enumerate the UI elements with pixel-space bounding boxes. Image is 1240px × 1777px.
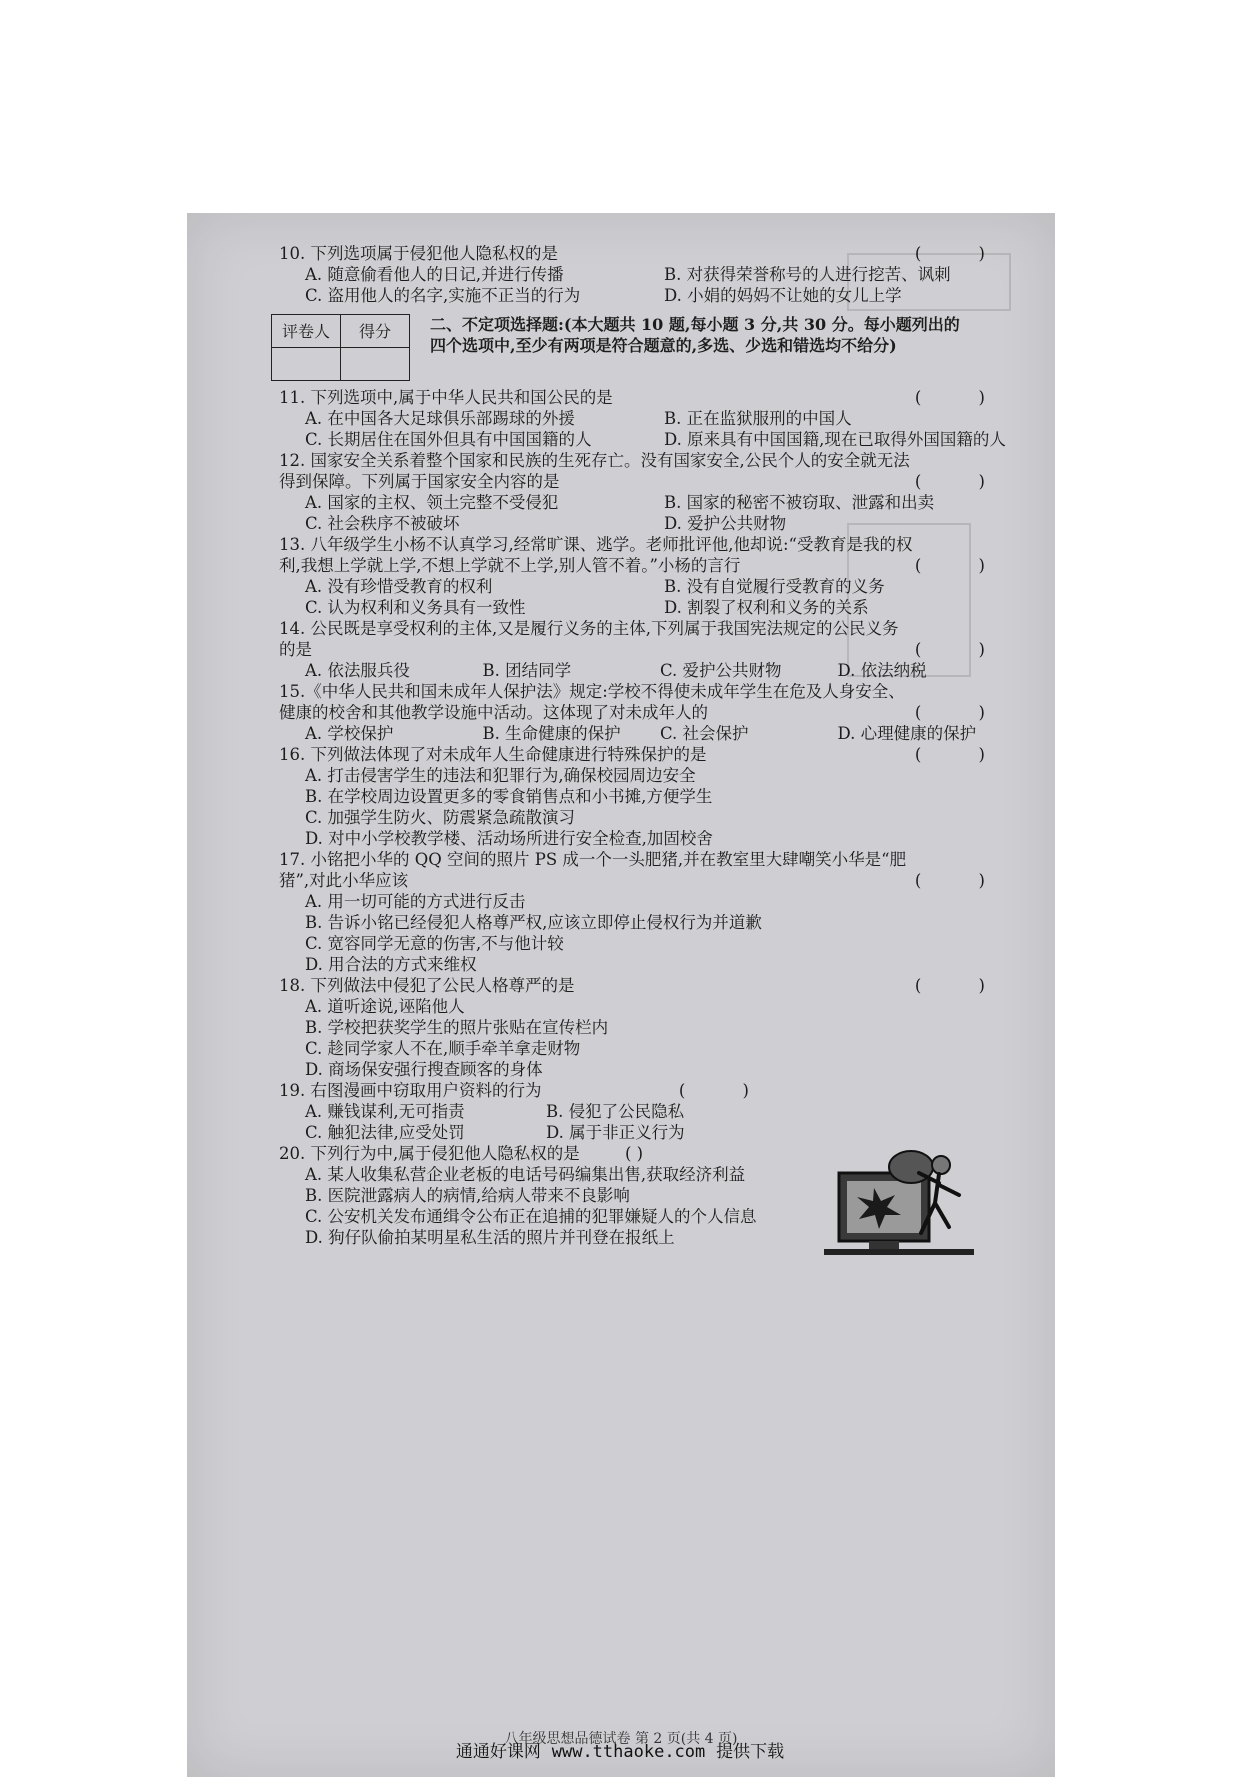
exam-page-photo xyxy=(187,213,1055,1777)
option-b: B. 生命健康的保护 xyxy=(482,724,621,743)
answer-paren: ( ) xyxy=(914,640,1011,659)
question-13 xyxy=(279,534,1015,618)
option-b: B. 学校把获奖学生的照片张贴在宣传栏内 xyxy=(305,1018,609,1037)
ground-shadow xyxy=(824,1249,974,1255)
option-b: B. 在学校周边设置更多的零食销售点和小书摊,方便学生 xyxy=(305,787,713,806)
option-d: D. 爱护公共财物 xyxy=(664,514,787,533)
score-header-grader: 评卷人 xyxy=(272,315,341,348)
option-b: B. 国家的秘密不被窃取、泄露和出卖 xyxy=(664,493,935,512)
option-b: B. 对获得荣誉称号的人进行挖苦、讽刺 xyxy=(664,265,951,284)
question-15 xyxy=(279,681,1015,744)
thief-head xyxy=(932,1156,950,1174)
option-c: C. 社会秩序不被破坏 xyxy=(305,514,460,533)
option-a: A. 道听途说,诬陷他人 xyxy=(305,997,465,1016)
option-c: C. 爱护公共财物 xyxy=(660,661,782,680)
question-stem: 12. 国家安全关系着整个国家和民族的生死存亡。没有国家安全,公民个人的安全就无法得到保障。下列属于国家安全内容的是 xyxy=(279,451,910,491)
answer-paren: ( ) xyxy=(914,472,1011,491)
option-d: D. 用合法的方式来维权 xyxy=(305,955,477,974)
option-c: C. 盗用他人的名字,实施不正当的行为 xyxy=(305,286,581,305)
question-stem: 11. 下列选项中,属于中华人民共和国公民的是 xyxy=(279,388,613,407)
section-two-header xyxy=(271,314,1015,381)
answer-paren: ( ) xyxy=(914,745,1011,764)
question-11 xyxy=(279,387,1015,450)
question-12 xyxy=(279,450,1015,534)
question-stem: 15.《中华人民共和国未成年人保护法》规定:学校不得使未成年学生在危及人身安全、健康的校舍和其他教学设施中活动。这体现了对未成年人的 xyxy=(279,682,905,722)
question-14 xyxy=(279,618,1015,681)
question-content xyxy=(279,243,1015,1248)
answer-paren: ( ) xyxy=(914,871,1011,890)
question-17 xyxy=(279,849,1015,975)
monitor-stand xyxy=(869,1241,899,1249)
option-d: D. 商场保安强行搜查顾客的身体 xyxy=(305,1060,543,1079)
option-c: C. 长期居住在国外但具有中国国籍的人 xyxy=(305,430,592,449)
answer-paren: ( ) xyxy=(914,556,1011,575)
score-cell-score xyxy=(341,348,410,381)
option-b: B. 侵犯了公民隐私 xyxy=(546,1102,685,1121)
option-c: C. 加强学生防火、防震紧急疏散演习 xyxy=(305,808,576,827)
question-16 xyxy=(279,744,1015,849)
option-a: A. 没有珍惜受教育的权利 xyxy=(305,577,493,596)
option-a: A. 某人收集私营企业老板的电话号码编集出售,获取经济利益 xyxy=(305,1165,746,1184)
option-d: D. 依法纳税 xyxy=(837,661,927,680)
option-a: A. 依法服兵役 xyxy=(305,661,410,680)
question-stem-text: 20. 下列行为中,属于侵犯他人隐私权的是 xyxy=(279,1144,580,1163)
option-b: B. 团结同学 xyxy=(482,661,572,680)
question-stem: 19. 右图漫画中窃取用户资料的行为 xyxy=(279,1081,542,1100)
section-title: 二、不定项选择题:(本大题共 10 题,每小题 3 分,共 30 分。每小题列出的四个选项中,至少有两项是符合题意的,多选、少选和错选均不给分) xyxy=(430,315,960,355)
credit-site: www.tthaoke.com xyxy=(551,1742,706,1762)
score-table xyxy=(271,314,410,381)
option-d: D. 小娟的妈妈不让她的女儿上学 xyxy=(664,286,902,305)
option-b: B. 正在监狱服刑的中国人 xyxy=(664,409,852,428)
option-b: B. 医院泄露病人的病情,给病人带来不良影响 xyxy=(305,1186,630,1205)
option-a: A. 打击侵害学生的违法和犯罪行为,确保校园周边安全 xyxy=(305,766,696,785)
answer-paren: ( ) xyxy=(624,1144,644,1163)
option-b: B. 没有自觉履行受教育的义务 xyxy=(664,577,885,596)
answer-paren: ( ) xyxy=(678,1081,775,1100)
question-stem: 16. 下列做法体现了对未成年人生命健康进行特殊保护的是 xyxy=(279,745,707,764)
score-cell-grader xyxy=(272,348,341,381)
question-stem: 14. 公民既是享受权利的主体,又是履行义务的主体,下列属于我国宪法规定的公民义务的是 xyxy=(279,619,899,659)
option-a: A. 在中国各大足球俱乐部踢球的外援 xyxy=(305,409,575,428)
option-a: A. 学校保护 xyxy=(305,724,394,743)
option-c: C. 趁同学家人不在,顺手牵羊拿走财物 xyxy=(305,1039,581,1058)
question-stem: 18. 下列做法中侵犯了公民人格尊严的是 xyxy=(279,976,575,995)
credit-right: 提供下载 xyxy=(716,1742,785,1762)
option-a: A. 用一切可能的方式进行反击 xyxy=(305,892,526,911)
answer-paren: ( ) xyxy=(914,244,1011,263)
question-10 xyxy=(279,243,1015,306)
answer-paren: ( ) xyxy=(914,388,1011,407)
question-19 xyxy=(279,1080,779,1143)
credit-left: 通通好课网 xyxy=(455,1742,541,1762)
option-d: D. 割裂了权利和义务的关系 xyxy=(664,598,869,617)
question-18 xyxy=(279,975,1015,1080)
option-d: D. 属于非正义行为 xyxy=(546,1123,685,1142)
option-a: A. 赚钱谋利,无可指责 xyxy=(305,1102,465,1121)
option-a: A. 随意偷看他人的日记,并进行传播 xyxy=(305,265,564,284)
cartoon-illustration xyxy=(819,1143,979,1263)
option-c: C. 社会保护 xyxy=(660,724,749,743)
question-stem: 13. 八年级学生小杨不认真学习,经常旷课、逃学。老师批评他,他却说:“受教育是我的权利,我想上学就上学,不想上学就不上学,别人管不着。”小杨的言行 xyxy=(279,535,913,575)
question-stem: 17. 小铭把小华的 QQ 空间的照片 PS 成一个一头肥猪,并在教室里大肆嘲笑小华是“肥猪”,对此小华应该 xyxy=(279,850,907,890)
answer-paren: ( ) xyxy=(914,976,1011,995)
option-b: B. 告诉小铭已经侵犯人格尊严权,应该立即停止侵权行为并道歉 xyxy=(305,913,762,932)
option-d: D. 狗仔队偷拍某明星私生活的照片并刊登在报纸上 xyxy=(305,1228,675,1247)
question-stem: 10. 下列选项属于侵犯他人隐私权的是 xyxy=(279,244,558,263)
page-footer: 八年级思想品德试卷 第 2 页(共 4 页) xyxy=(504,1731,738,1747)
option-c: C. 触犯法律,应受处罚 xyxy=(305,1123,465,1142)
score-header-score: 得分 xyxy=(341,315,410,348)
option-d: D. 心理健康的保护 xyxy=(837,724,977,743)
download-credit xyxy=(0,1737,1240,1762)
option-d: D. 对中小学校教学楼、活动场所进行安全检查,加固校舍 xyxy=(305,829,713,848)
option-a: A. 国家的主权、领土完整不受侵犯 xyxy=(305,493,559,512)
answer-paren: ( ) xyxy=(914,703,1011,722)
option-c: C. 认为权利和义务具有一致性 xyxy=(305,598,526,617)
option-c: C. 公安机关发布通缉令公布正在追捕的犯罪嫌疑人的个人信息 xyxy=(305,1207,757,1226)
option-c: C. 宽容同学无意的伤害,不与他计较 xyxy=(305,934,564,953)
option-d: D. 原来具有中国国籍,现在已取得外国国籍的人 xyxy=(664,430,1006,449)
